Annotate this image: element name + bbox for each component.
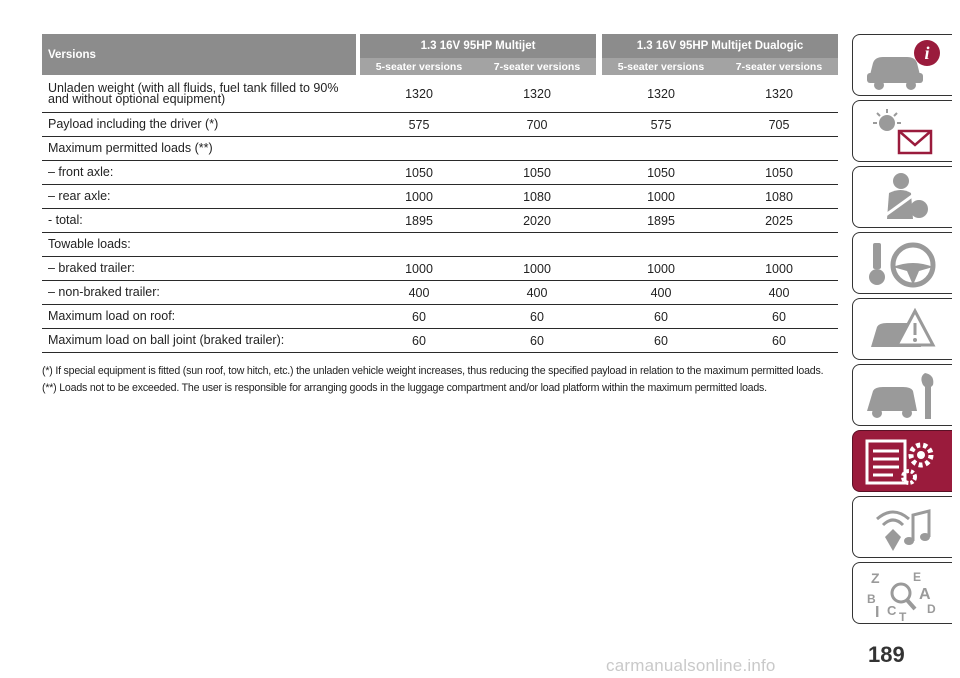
- table-row: [42, 209, 838, 233]
- tab-steering-key[interactable]: [852, 232, 952, 294]
- row-label: – rear axle:: [42, 185, 356, 209]
- warning-lights-icon: [863, 105, 943, 159]
- cell-value: 60: [602, 329, 720, 353]
- table-row: [42, 305, 838, 329]
- multimedia-icon: [863, 501, 943, 555]
- table-row: [42, 137, 838, 161]
- svg-text:C: C: [887, 603, 897, 618]
- tab-car-maintenance[interactable]: [852, 364, 952, 426]
- table-row: [42, 281, 838, 305]
- cell-value: 1320: [478, 75, 596, 113]
- cell-value: 400: [602, 281, 720, 305]
- cell-value: [360, 137, 478, 161]
- cell-value: 1320: [602, 75, 720, 113]
- row-label: Maximum permitted loads (**): [42, 137, 356, 161]
- svg-text:D: D: [927, 602, 936, 616]
- cell-value: 575: [360, 113, 478, 137]
- subheader-7-seater: 7-seater versions: [478, 58, 596, 75]
- cell-value: 400: [360, 281, 478, 305]
- cell-value: 1050: [720, 161, 838, 185]
- cell-value: 1080: [720, 185, 838, 209]
- cell-value: 60: [478, 329, 596, 353]
- row-label: Payload including the driver (*): [42, 113, 356, 137]
- row-label: – braked trailer:: [42, 257, 356, 281]
- subheader-7-seater: 7-seater versions: [720, 58, 838, 75]
- specifications-table: [42, 34, 838, 353]
- row-label: Towable loads:: [42, 233, 356, 257]
- cell-value: 60: [602, 305, 720, 329]
- steering-key-icon: [863, 237, 943, 291]
- car-maintenance-icon: [863, 369, 943, 423]
- cell-value: 2020: [478, 209, 596, 233]
- cell-value: 1320: [360, 75, 478, 113]
- alphabetical-index-icon: [863, 567, 943, 621]
- row-label: Maximum load on ball joint (braked trailer):: [42, 329, 356, 353]
- cell-value: 575: [602, 113, 720, 137]
- footnotes: [42, 364, 842, 398]
- table-row: [42, 185, 838, 209]
- cell-value: 1050: [360, 161, 478, 185]
- cell-value: 705: [720, 113, 838, 137]
- cell-value: 60: [360, 305, 478, 329]
- svg-text:A: A: [919, 586, 931, 603]
- tab-car-info[interactable]: [852, 34, 952, 96]
- svg-text:B: B: [867, 592, 876, 606]
- cell-value: 1000: [360, 257, 478, 281]
- car-info-icon: [863, 39, 943, 93]
- cell-value: 400: [478, 281, 596, 305]
- cell-value: [720, 137, 838, 161]
- subheader-5-seater: 5-seater versions: [360, 58, 478, 75]
- page-number: 189: [868, 642, 905, 667]
- row-label: - total:: [42, 209, 356, 233]
- svg-text:i: i: [924, 43, 930, 63]
- cell-value: 1050: [602, 161, 720, 185]
- table-row: [42, 161, 838, 185]
- row-label: – non-braked trailer:: [42, 281, 356, 305]
- seat-safety-icon: [863, 171, 943, 225]
- cell-value: 2025: [720, 209, 838, 233]
- cell-value: 1000: [602, 257, 720, 281]
- cell-value: 1895: [360, 209, 478, 233]
- watermark: carmanualsonline.info: [606, 656, 776, 675]
- row-label: Maximum load on roof:: [42, 305, 356, 329]
- versions-header: Versions: [42, 34, 356, 75]
- cell-value: 1895: [602, 209, 720, 233]
- cell-value: 60: [360, 329, 478, 353]
- technical-data-icon: [863, 435, 943, 489]
- group-header-multijet: 1.3 16V 95HP Multijet: [360, 34, 596, 58]
- cell-value: 1000: [602, 185, 720, 209]
- tab-multimedia[interactable]: [852, 496, 952, 558]
- cell-value: 1000: [478, 257, 596, 281]
- table-row: [42, 113, 838, 137]
- footnote-double-asterisk: (**) Loads not to be exceeded. The user is responsible for arranging goods in the luggage compartment and/or load platform within the maximum permitted loads.: [42, 382, 767, 394]
- cell-value: 1080: [478, 185, 596, 209]
- tab-warning-lights[interactable]: [852, 100, 952, 162]
- subheader-5-seater: 5-seater versions: [602, 58, 720, 75]
- cell-value: [478, 137, 596, 161]
- table-row: [42, 257, 838, 281]
- cell-value: [602, 137, 720, 161]
- cell-value: 400: [720, 281, 838, 305]
- footnote-single-asterisk: (*) If special equipment is fitted (sun roof, tow hitch, etc.) the unladen vehicle weight increases, thus reducing the specified payload in relation to the maximum permitted loads.: [42, 365, 824, 377]
- cell-value: 1050: [478, 161, 596, 185]
- row-label: – front axle:: [42, 161, 356, 185]
- table-row: [42, 329, 838, 353]
- table-row: [42, 233, 838, 257]
- cell-value: 1000: [360, 185, 478, 209]
- tab-alphabetical-index[interactable]: [852, 562, 952, 624]
- tab-technical-data[interactable]: [852, 430, 952, 492]
- svg-text:E: E: [913, 570, 922, 584]
- tab-car-emergency[interactable]: [852, 298, 952, 360]
- cell-value: [478, 233, 596, 257]
- cell-value: 60: [720, 305, 838, 329]
- cell-value: [720, 233, 838, 257]
- row-label: Unladen weight (with all fluids, fuel tank filled to 90% and without optional equipment): [42, 75, 356, 113]
- cell-value: 1000: [720, 257, 838, 281]
- table-row: [42, 75, 838, 113]
- cell-value: 700: [478, 113, 596, 137]
- car-emergency-icon: [863, 303, 943, 357]
- cell-value: 1320: [720, 75, 838, 113]
- svg-text:I: I: [875, 604, 880, 621]
- cell-value: 60: [478, 305, 596, 329]
- group-header-dualogic: 1.3 16V 95HP Multijet Dualogic: [602, 34, 838, 58]
- svg-text:Z: Z: [871, 570, 880, 586]
- cell-value: [602, 233, 720, 257]
- svg-text:T: T: [899, 610, 907, 621]
- cell-value: 60: [720, 329, 838, 353]
- tab-seat-safety[interactable]: [852, 166, 952, 228]
- cell-value: [360, 233, 478, 257]
